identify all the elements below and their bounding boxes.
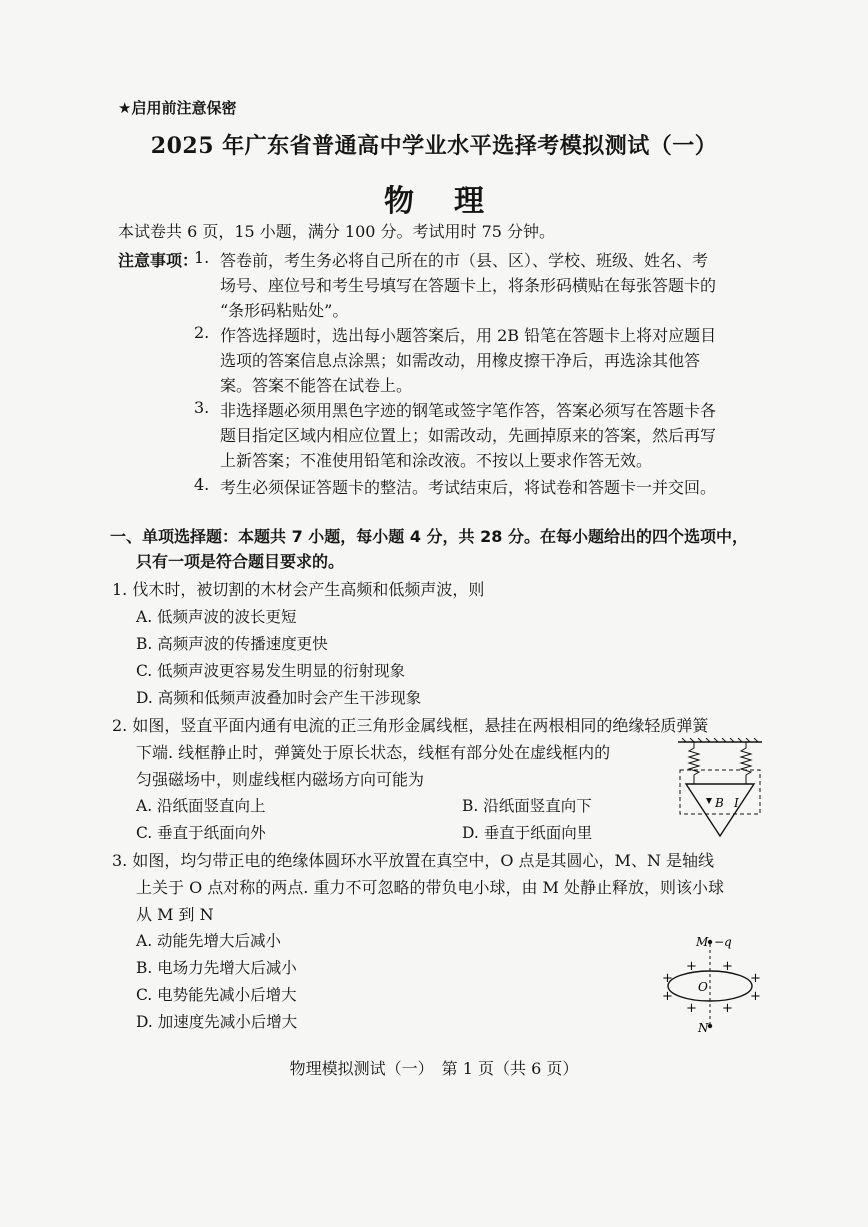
section-heading: 一、单项选择题：本题共 7 小题，每小题 4 分，共 28 分。在每小题给出的四个选项中， — [110, 527, 748, 546]
plus-sign: + — [750, 989, 761, 1004]
note-line: 场号、座位号和考生号填写在答题卡上，将条形码横贴在每张答题卡的 — [220, 276, 717, 295]
triangle-frame — [686, 784, 754, 836]
current-arrow-icon — [706, 798, 712, 804]
note-line: 答卷前，考生务必将自己所在的市（县、区）、学校、班级、姓名、考 — [220, 251, 709, 270]
section-heading: 只有一项是符合题目要求的。 — [136, 552, 345, 571]
plus-sign: + — [686, 959, 697, 974]
plus-sign: + — [722, 1001, 733, 1016]
note-line: 非选择题必须用黑色字迹的钢笔或签字笔作答，答案必须写在答题卡各 — [220, 401, 717, 420]
question-option: A. 动能先增大后减小 — [136, 932, 282, 950]
plus-sign: + — [686, 1001, 697, 1016]
question-option: B. 高频声波的传播速度更快 — [136, 635, 328, 653]
question-stem: 上关于 O 点对称的两点. 重力不可忽略的带负电小球，由 M 处静止释放，则该小球 — [136, 878, 725, 897]
point-m-label: M — [696, 935, 709, 949]
question-option: C. 垂直于纸面向外 — [136, 824, 266, 842]
center-o-label: O — [698, 980, 708, 994]
question-stem: 1. 伐木时，被切割的木材会产生高频和低频声波，则 — [112, 580, 485, 599]
question-option: B. 电场力先增大后减小 — [136, 959, 297, 977]
question-option: B. 沿纸面竖直向下 — [462, 797, 592, 815]
plus-sign: + — [722, 959, 733, 974]
note-line: 题目指定区域内相应位置上；如需改动，先画掉原来的答案，然后再写 — [220, 426, 717, 445]
question-option: D. 垂直于纸面向里 — [462, 824, 593, 842]
note-number: 1. — [194, 248, 210, 267]
notes-label: 注意事项： — [118, 251, 199, 270]
note-line: 案。答案不能答在试卷上。 — [220, 376, 413, 395]
question-option: D. 高频和低频声波叠加时会产生干涉现象 — [136, 689, 422, 707]
question-stem: 3. 如图，均匀带正电的绝缘体圆环水平放置在真空中，O 点是其圆心，M、N 是轴线 — [112, 851, 715, 870]
charged-ring-figure — [660, 932, 770, 1040]
question-option: C. 电势能先减小后增大 — [136, 986, 297, 1004]
current-label: I — [734, 796, 739, 810]
point-m — [708, 940, 712, 944]
note-line: 选项的答案信息点涂黑；如需改动，用橡皮擦干净后，再选涂其他答 — [220, 351, 701, 370]
plus-sign: + — [750, 971, 761, 986]
note-line: 作答选择题时，选出每小题答案后，用 2B 铅笔在答题卡上将对应题目 — [220, 326, 717, 345]
point-n-label: N — [698, 1021, 709, 1035]
note-number: 4. — [194, 475, 210, 494]
question-option: A. 低频声波的波长更短 — [136, 608, 297, 626]
spring-right — [741, 742, 751, 784]
exam-intro: 本试卷共 6 页，15 小题，满分 100 分。考试用时 75 分钟。 — [118, 222, 556, 241]
question-option: A. 沿纸面竖直向上 — [136, 797, 266, 815]
spring-frame-figure — [672, 738, 768, 838]
question-stem: 下端. 线框静止时，弹簧处于原长状态，线框有部分处在虚线框内的 — [136, 743, 611, 762]
note-line: 上新答案；不准使用铅笔和涂改液。不按以上要求作答无效。 — [220, 451, 653, 470]
page-footer: 物理模拟测试（一） 第 1 页（共 6 页） — [289, 1059, 579, 1078]
question-stem: 匀强磁场中，则虚线框内磁场方向可能为 — [136, 770, 425, 789]
plus-sign: + — [662, 971, 673, 986]
note-number: 3. — [194, 398, 210, 417]
question-option: D. 加速度先减小后增大 — [136, 1013, 298, 1031]
question-option: C. 低频声波更容易发生明显的衍射现象 — [136, 662, 406, 680]
note-line: 考生必须保证答题卡的整洁。考试结束后，将试卷和答题卡一并交回。 — [220, 478, 717, 497]
question-stem: 从 M 到 N — [136, 905, 214, 924]
spring-left — [689, 742, 699, 784]
exam-title: 2025 年广东省普通高中学业水平选择考模拟测试（一） — [150, 133, 718, 159]
plus-sign: + — [662, 989, 673, 1004]
note-line: “条形码粘贴处”。 — [220, 301, 349, 320]
field-label: B — [715, 796, 724, 810]
subject-title: 物理 — [384, 184, 524, 219]
confidential-note: ★启用前注意保密 — [118, 99, 237, 117]
note-number: 2. — [194, 323, 210, 342]
question-stem: 2. 如图，竖直平面内通有电流的正三角形金属线框，悬挂在两根相同的绝缘轻质弹簧 — [112, 716, 709, 735]
charge-label: −q — [714, 935, 732, 949]
